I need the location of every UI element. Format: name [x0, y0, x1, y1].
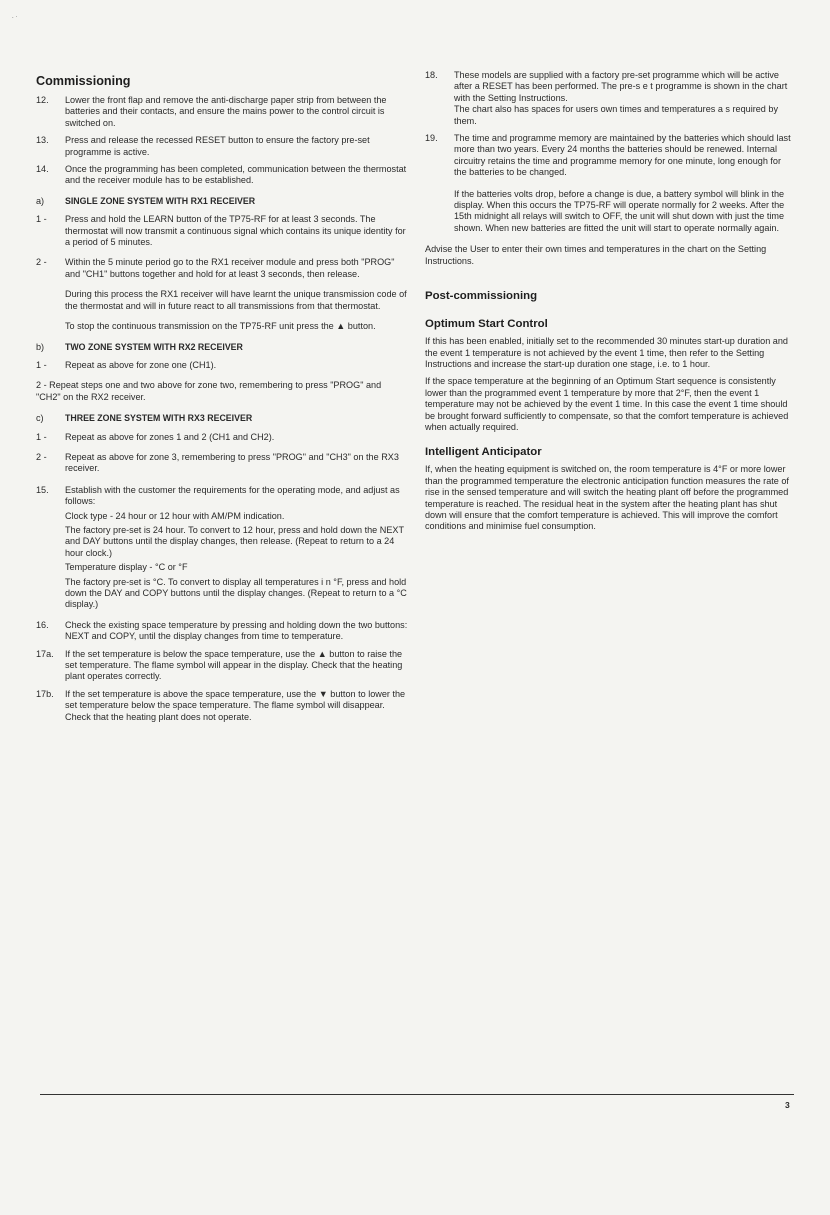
section-b-title: b) TWO ZONE SYSTEM WITH RX2 RECEIVER [36, 341, 243, 352]
step-14: 14. Once the programming has been completed, communication between the thermostat and the receiver module has to be established. [36, 164, 407, 186]
step-18: 18. These models are supplied with a factory pre-set programme which will be active after a RESET has been performed. The pre-s e t programme is shown in the chart with the Setting Instructions. The chart also has spaces for users own times and temperatures a s required by them. [425, 70, 788, 126]
step-12: 12. Lower the front flap and remove the anti-discharge paper strip from between the batteries and their contacts, and ensure the mains power to the control circuit is switched on. [36, 95, 387, 128]
section-a-title: a) SINGLE ZONE SYSTEM WITH RX1 RECEIVER [36, 195, 256, 206]
section-c-step-2: 2 - Repeat as above for zone 3, remembering to press "PROG" and "CH3" on the RX3 receiver. [36, 451, 399, 474]
section-a-note-1: During this process the RX1 receiver will have learnt the unique transmission code of the thermostat and will in future react to all transmissions from that thermostat. [65, 289, 407, 311]
left-column [36, 74, 408, 729]
section-b-step-1: 1 - Repeat as above for zone one (CH1). [36, 359, 217, 370]
section-c-step-1: 1 - Repeat as above for zones 1 and 2 (CH1 and CH2). [36, 431, 275, 442]
section-a-step-2: 2 - Within the 5 minute period go to the RX1 receiver module and press both "PROG" and "CH1" buttons together and hold for at least 3 seconds, then release. [36, 257, 395, 279]
section-c-title: c) THREE ZONE SYSTEM WITH RX3 RECEIVER [36, 413, 253, 424]
step-19: 19. The time and programme memory are maintained by the batteries which should last more than two years. Every 24 months the batteries should be renewed. Internal circuitry retains the time and programme memory for one minute, long enough for the batteries to be changed. If the batteries volts drop, before a change is due, a battery symbol will blink in the display. When this occurs the TP75-RF will operate normally for 2 weeks. After the 15th midnight all relays will switch to OFF, the unit will shut down with just the time shown. When new batteries are fitted the unit will start to operate normally again. [425, 133, 791, 233]
right-column [425, 70, 791, 539]
optimum-start-para-1: If this has been enabled, initially set to the recommended 30 minutes start-up duration and the event 1 temperature is not achieved by the event 1 time, then refer to the Setting Instructions and increase the start-up duration one stage, i.e. to 1 hour. [425, 336, 788, 369]
step-17a: 17a. If the set temperature is below the space temperature, use the ▲ button to raise the set temperature. The flame symbol will appear in the display. Check that the heating plant operates correctly. [36, 648, 403, 682]
advise-paragraph: Advise the User to enter their own times and temperatures in the chart on the Setting Instructions. [425, 244, 767, 266]
footer-rule [40, 1094, 794, 1095]
scan-speck: . · [12, 14, 18, 20]
step-13: 13. Press and release the recessed RESET button to ensure the factory pre-set programme is active. [36, 135, 370, 157]
step-15: 15. Establish with the customer the requirements for the operating mode, and adjust as follows: Clock type - 24 hour or 12 hour with AM/PM indication. The factory pre-set is 24 hour. To convert to 12 hour, press and hold down the NEXT and DAY buttons until the display changes, then release. (Repeat to return to a 24 hour clock.) Temperature display - °C or °F The factory pre-set is °C. To convert to display all temperatures i n °F, press and hold down the DAY and COPY buttons until the display changes. (Repeat to return to a °C display.) [36, 484, 407, 610]
section-b-step-2: 2 - Repeat steps one and two above for zone two, remembering to press "PROG" and "CH2" on the RX2 receiver. [36, 380, 382, 402]
section-a-step-1: 1 - Press and hold the LEARN button of the TP75-RF for at least 3 seconds. The thermostat will now transmit a continuous signal which contains its unique identity for a period of 5 minutes. [36, 214, 406, 248]
intelligent-anticipator-heading: Intelligent Anticipator [425, 446, 542, 459]
optimum-start-heading: Optimum Start Control [425, 318, 548, 331]
section-a-note-2: To stop the continuous transmission on the TP75-RF unit press the ▲ button. [65, 321, 376, 332]
intelligent-anticipator-para: If, when the heating equipment is switched on, the room temperature is 4°F or more lower than the programmed temperature the electronic anticipation function measures the rate of rise in the sensed temperature and will switch the heating plant off before the programmed temperature is reached. The residual heat in the system after the heating plant has shut down will ensure that the comfort temperature is achieved. This will improve the comfort conditions and minimise fuel consumption. [425, 464, 789, 532]
step-17b: 17b. If the set temperature is above the space temperature, use the ▼ button to lower the set temperature below the space temperature. The flame symbol will disappear. Check that the heating plant does not operate. [36, 688, 406, 722]
commissioning-heading: Commissioning [36, 74, 131, 88]
page-number: 3 [785, 1100, 790, 1110]
post-commissioning-heading: Post-commissioning [425, 290, 538, 303]
step-16: 16. Check the existing space temperature by pressing and holding down the two buttons: NEXT and COPY, until the display changes from time to temperature. [36, 619, 408, 642]
optimum-start-para-2: If the space temperature at the beginning of an Optimum Start sequence is consistently lower than the programmed event 1 temperature by more that 2°F, then the event 1 temperature may not be achieved by the event 1 time. In this case the event 1 time should be brought forward sufficiently to compensate, so that the comfort temperature is achieved when actually required. [425, 376, 789, 432]
